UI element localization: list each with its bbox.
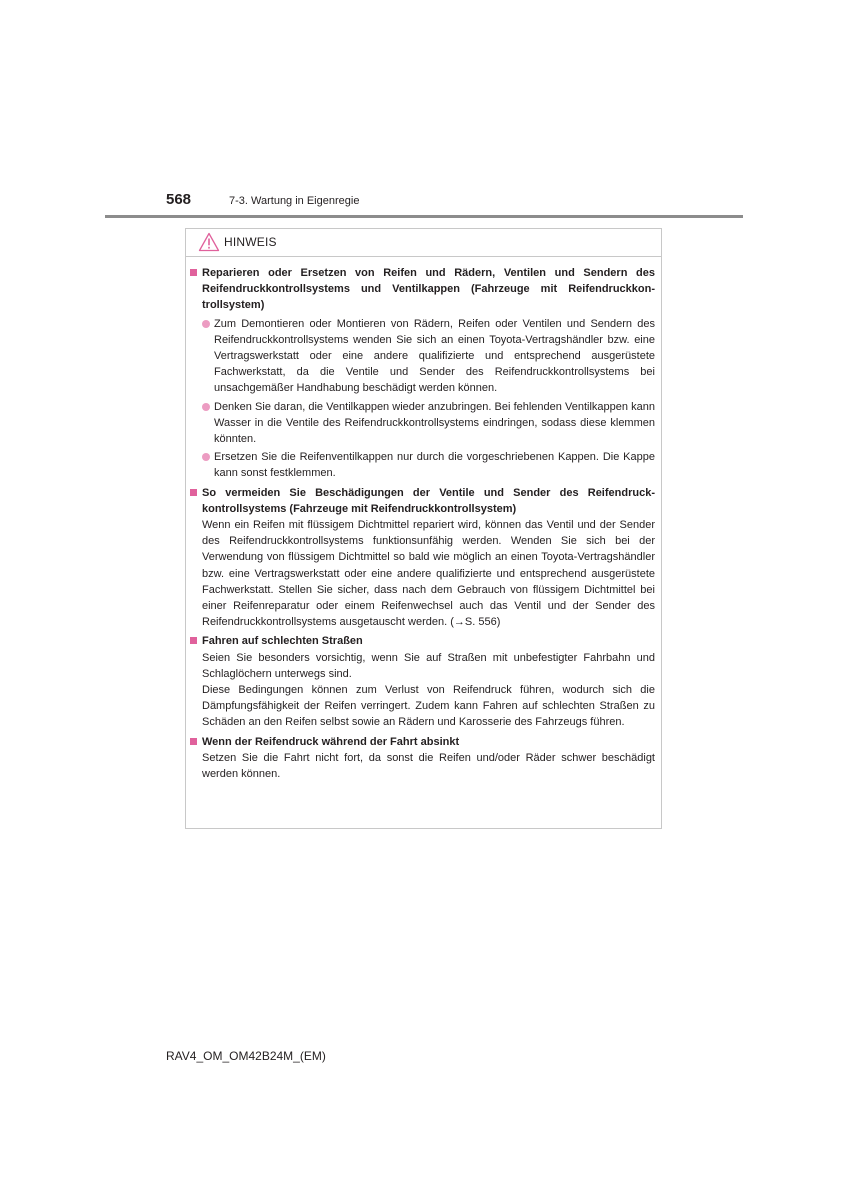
section-paragraph: Setzen Sie die Fahrt nicht fort, da sonst die Reifen und/oder Räder schwer beschädigt werden können. [202,751,655,781]
bullet-text: Ersetzen Sie die Reifenventilkappen nur durch die vorgeschriebenen Kappen. Die Kappe kann sonst festklemmen. [214,451,655,480]
warning-triangle-icon [198,232,220,252]
header-rule [105,215,743,218]
bullet-text: Zum Demontieren oder Montieren von Rädern, Reifen oder Ventilen und Sendern des Reifendruckkontrollsystems wenden Sie sich an einen Toyota-Vertragshändler bzw. eine Vertragswerkstatt oder eine andere qualifizierte und entsprechend ausgerüstete Fachwerkstatt, da die Ventile und Sender des Reifendruckkontrollsystems bei unsachgemäßer Handhabung beschädigt werden können. [214,317,655,395]
page-number: 568 [166,191,192,208]
section-heading: Fahren auf schlechten Straßen [202,635,363,648]
section-heading: Reparieren oder Ersetzen von Reifen und Rädern, Ventilen und Sendern des Reifendruckkontrollsystems und Ventilkappen (Fahrzeuge mit Reifendruckkontrollsystem) [202,267,655,312]
bullet-dot-icon [202,453,210,461]
section-paragraph: Wenn ein Reifen mit flüssigem Dichtmittel repariert wird, können das Ventil und der Sender des Reifendruckkontrollsystems funktionsunfähig werden. Wenden Sie sich bei der Verwendung von flüssigem Dichtmittel so bald wie möglich an einen Toyota-Vertragshändler bzw. eine Vertragswerkstatt oder eine andere qualifizierte und entsprechend ausgerüstete Fachwerkstatt. Stellen Sie sicher, dass nach dem Gebrauch von flüssigem Dichtmittel bei einer Reifenreparatur oder einem Reifenwechsel auch das Ventil und der Sender des Reifendruckkontrollsystems ausgetauscht werden. (→S. 556) [202,519,655,629]
section-paragraph: Diese Bedingungen können zum Verlust von Reifendruck führen, wodurch sich die Dämpfungsfähigkeit der Reifen verringert. Zudem kann Fahren auf schlechten Straßen zu Schäden an den Reifen selbst sowie an Rädern und Karosserie des Fahrzeugs führen. [202,684,655,729]
notice-section-tire-repair [190,265,655,482]
notice-section-avoid-damage [190,485,655,631]
notice-section-pressure-drop [190,734,655,783]
section-square-icon [190,489,197,496]
section-heading: Wenn der Reifendruck während der Fahrt absinkt [202,735,460,748]
section-square-icon [190,637,197,644]
section-square-icon [190,738,197,745]
section-heading: So vermeiden Sie Beschädigungen der Ventile und Sender des Reifendruckkontrollsystems (Fahrzeuge mit Reifendruckkontrollsystem) [202,486,655,515]
section-paragraph: Seien Sie besonders vorsichtig, wenn Sie auf Straßen mit unbefestigter Fahrbahn und Schlaglöchern unterwegs sind. [202,651,655,680]
notice-title: HINWEIS [224,235,277,249]
list-item [190,316,655,397]
list-item [190,399,655,448]
notice-body [186,257,661,782]
list-item [190,449,655,481]
bullet-text: Denken Sie daran, die Ventilkappen wieder anzubringen. Bei fehlenden Ventilkappen kann Wasser in die Ventile des Reifendruckkontrollsystems eindringen, sodass diese klemmen könnten. [214,400,655,446]
section-square-icon [190,269,197,276]
notice-box [185,228,662,829]
footer-code: RAV4_OM_OM42B24M_(EM) [166,1049,326,1063]
bullet-dot-icon [202,320,210,328]
bullet-dot-icon [202,403,210,411]
notice-header [186,229,661,257]
notice-section-bad-roads [190,633,655,730]
section-title: 7-3. Wartung in Eigenregie [229,195,360,207]
